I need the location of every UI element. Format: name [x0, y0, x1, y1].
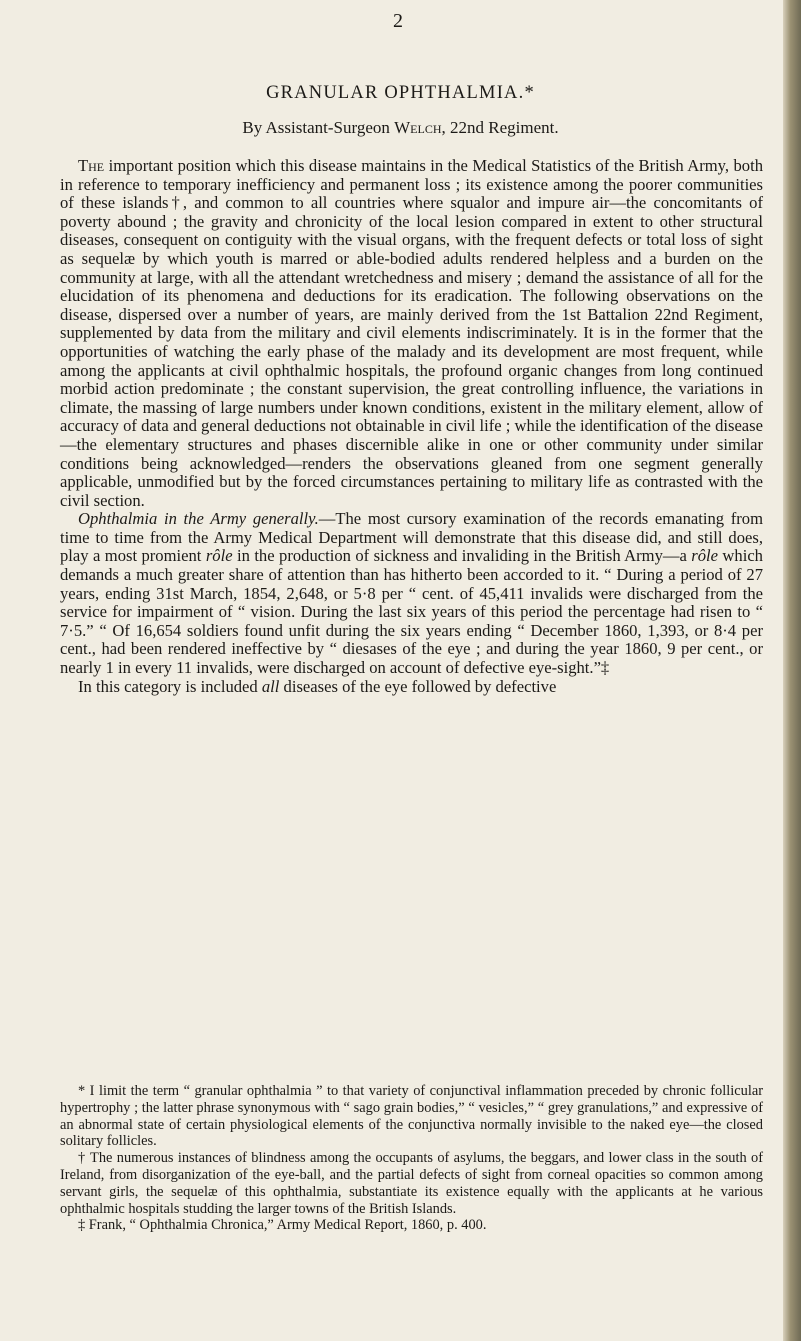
intro-paragraph	[60, 157, 763, 510]
statistics-quote: “ During a period of 27 years, ending 31st March, 1854, 2,648, or 5·8 per “ cent. of 45,411 invalids were discharged from the service for impairment of “ vision. During the last six years of this period the percentage had risen to “ 7·5.” “ Of 16,654 soldiers found unfit during the six years ending “ December 1860, 1,393, or 8·4 per cent., had been rendered ineffective by “ diesases of the eye ; and during the year 1860, 9 per cent., or nearly 1 in every 11 invalids, were discharged on account of defective eye-sight.”‡	[60, 565, 763, 678]
footnote-double-dagger: ‡ Frank, “ Ophthalmia Chronica,” Army Medical Report, 1860, p. 400.	[78, 1217, 487, 1234]
footnote-asterisk: * I limit the term “ granular ophthalmia ” to that variety of conjunctival inflammation preceded by chronic follicular hypertrophy ; the latter phrase synonymous with “ sago grain bodies,” “ vesicles,” “ grey granulations,” and expressive of an abnormal state of certain physiological elements of the conjunctiva normally invisible to the naked eye—the closed solitary follicles.	[60, 1083, 763, 1150]
article-title: GRANULAR OPHTHALMIA.*	[266, 83, 535, 103]
section-heading: Ophthalmia in the Army generally.	[78, 509, 319, 529]
intro-lead-word: The	[78, 156, 105, 175]
page-edge	[783, 0, 801, 1341]
footnote-dagger: † The numerous instances of blindness among the occupants of asylums, the beggars, and lower class in the south of Ireland, from disorganization of the eye-ball, and the partial defects of sight from corneal opacities so common among servant girls, the sequelæ of this ophthalmia, substantiate its existence equally with the applicants at he various ophthalmic hospitals studding the larger towns of the British Islands.	[60, 1150, 763, 1217]
byline-prefix: By Assistant-Surgeon	[242, 118, 395, 137]
category-paragraph	[60, 678, 763, 697]
army-text-a: —The most cursory examination of the records emanating from time to time from the Army Medical Department will demonstrate that this disease did, and still does, play a most promient	[60, 509, 763, 566]
intro-text: important position which this disease maintains in the Medical Statistics of the British Army, both in reference to temporary inefficiency and permanent loss ; its existence among the poorer communities of these islands†, and common to all countries where squalor and impure air—the concomitants of poverty abound ; the gravity and chronicity of the local lesion compared in extent to other structural diseases, consequent on contiguity with the visual organs, with the frequent defects or total loss of sight as sequelæ by which youth is marred or able-bodied adults rendered helpless and a burden on the community at large, with all the attendant wretchedness and misery ; demand the assistance of all for the elucidation of its phenomena and deductions for its eradication. The following observations on the disease, dispersed over a number of years, are mainly derived from the 1st Battalion 22nd Regiment, supplemented by data from the military and civil elements indiscriminately. It is in the former that the opportunities of watching the early phase of the malady and its development are most frequent, while among the applicants at civil ophthalmic hospitals, the profound organic changes from long continued morbid action predominate ; the constant supervision, the great controlling influence, the variations in climate, the massing of large numbers under known conditions, existent in the military element, allow of accuracy of data and general deductions not obtainable in civil life ; while the identification of the disease—the elementary structures and phases discernible alike in one or other community under similar conditions being acknowledged—renders the observations gleaned from one segment generally applicable, unmodified but by the forced circumstances pertaining to military life as contrasted with the civil section.	[60, 156, 763, 510]
footnotes	[60, 1083, 763, 1234]
role-word-2: rôle	[691, 546, 718, 566]
role-word: rôle	[205, 546, 233, 566]
army-paragraph	[60, 510, 763, 677]
byline	[0, 118, 801, 138]
article-body	[60, 157, 763, 696]
category-text-b: diseases of the eye followed by defective	[279, 676, 557, 696]
page-number: 2	[393, 10, 404, 32]
emphasis-all: all	[261, 676, 280, 696]
army-text-b: in the production of sickness and invaliding in the British Army—a	[232, 546, 692, 566]
army-text-c: which demands a much greater share of attention than has hitherto been accorded to it.	[60, 546, 763, 585]
byline-suffix: , 22nd Regiment.	[441, 118, 559, 137]
category-text-a: In this category is included	[78, 676, 262, 696]
byline-author: Welch	[394, 118, 442, 137]
